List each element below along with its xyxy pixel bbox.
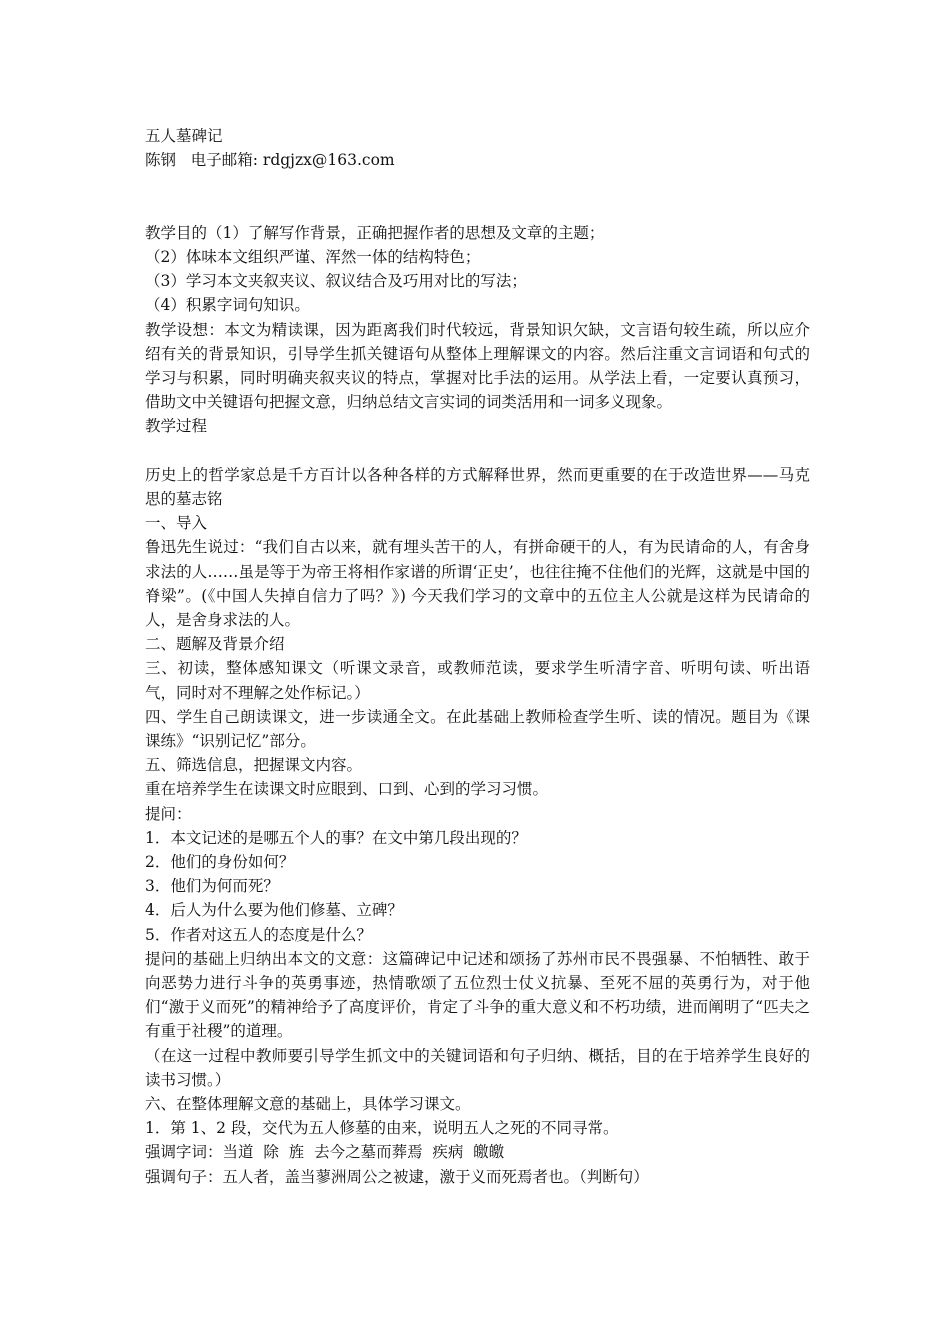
question-item: 2．他们的身份如何？ (145, 853, 295, 872)
question-item: 4．后人为什么要为他们修墓、立碑？ (145, 901, 403, 920)
teacher-note: （在这一过程中教师要引导学生抓文中的关键词语和句子归纳、概括，目的在于培养学生良好的读书习惯。） (145, 1046, 810, 1089)
section-heading-intro: 一、导入 (145, 514, 208, 533)
objective-item: （4）积累字词句知识。 (145, 296, 310, 315)
section-self-reading: 四、学生自己朗读课文，进一步读通全文。在此基础上教师检查学生听、读的情况。题目为《课课练》“识别记忆”部分。 (145, 707, 810, 751)
objective-item: （3）学习本文夹叙夹议、叙议结合及巧用对比的写法； (145, 272, 527, 291)
section-first-reading: 三、初读，整体感知课文（听课文录音，或教师范读，要求学生听清字音、听明句读、听出语气，同时对不理解之处作标记。） (145, 659, 810, 702)
design-paragraph: 教学设想：本文为精读课，因为距离我们时代较远，背景知识欠缺，文言语句较生疏，所以应介绍有关的背景知识，引导学生抓关键语句从整体上理解课文的内容。然后注重文言词语和句式的学习与积累，同时明确夹叙夹议的特点，掌握对比手法的运用。从学法上看，一定要认真预习，借助文中关键语句把握文意，归纳总结文言实词的词类活用和一词多义现象。 (145, 320, 810, 412)
intro-paragraph: 鲁迅先生说过：“我们自古以来，就有埋头苦干的人，有拼命硬干的人，有为民请命的人，有舍身求法的人……虽是等于为帝王将相作家谱的所谓‘正史’，也往往掩不住他们的光辉，这就是中国的脊梁”。(《中国人失掉自信力了吗？》) 今天我们学习的文章中的五位主人公就是这样为民请命的人，是舍身求法的人。 (145, 538, 810, 630)
objective-item: （2）体味本文组织严谨、浑然一体的结构特色； (145, 247, 481, 266)
question-item: 5．作者对这五人的态度是什么？ (145, 925, 372, 944)
habit-note: 重在培养学生在读课文时应眼到、口到、心到的学习习惯。 (145, 780, 549, 799)
author-line: 陈钢 电子邮箱: rdgjzx@163.com (145, 151, 395, 170)
spacer (145, 197, 810, 221)
stress-sentence: 强调句子：五人者，盖当蓼洲周公之被逮，激于义而死焉者也。（判断句） (145, 1167, 649, 1186)
paragraph-1-2-note: 1．第 1、2 段，交代为五人修墓的由来，说明五人之死的不同寻常。 (145, 1119, 619, 1138)
summary-paragraph: 提问的基础上归纳出本文的文意：这篇碑记中记述和颂扬了苏州市民不畏强暴、不怕牺牲、敢于向恶势力进行斗争的英勇事迹，热情歌颂了五位烈士仗义抗暴、至死不屈的英勇行为，对于他们“激于义而死”的精神给予了高度评价，肯定了斗争的重大意义和不朽功绩，进而阐明了“匹夫之有重于社稷”的道理。 (145, 949, 810, 1041)
objective-item: 教学目的（1）了解写作背景，正确把握作者的思想及文章的主题； (145, 223, 605, 242)
section-heading-background: 二、题解及背景介绍 (145, 635, 285, 654)
document-body (145, 124, 810, 1189)
questions-label: 提问： (145, 804, 192, 823)
spacer (145, 172, 810, 196)
section-heading-screening: 五、筛选信息，把握课文内容。 (145, 756, 363, 775)
stress-words: 强调字词：当道 除 旌 去今之墓而葬焉 疾病 皦皦 (145, 1143, 505, 1162)
section-heading-detailed-study: 六、在整体理解文意的基础上，具体学习课文。 (145, 1095, 471, 1114)
question-item: 3．他们为何而死？ (145, 877, 279, 896)
marx-quote: 历史上的哲学家总是千方百计以各种各样的方式解释世界，然而更重要的在于改造世界——马克思的墓志铭 (145, 465, 810, 508)
doc-title: 五人墓碑记 (145, 127, 223, 145)
question-item: 1．本文记述的是哪五个人的事？在文中第几段出现的？ (145, 828, 527, 847)
spacer (145, 439, 810, 463)
process-heading: 教学过程 (145, 417, 208, 436)
